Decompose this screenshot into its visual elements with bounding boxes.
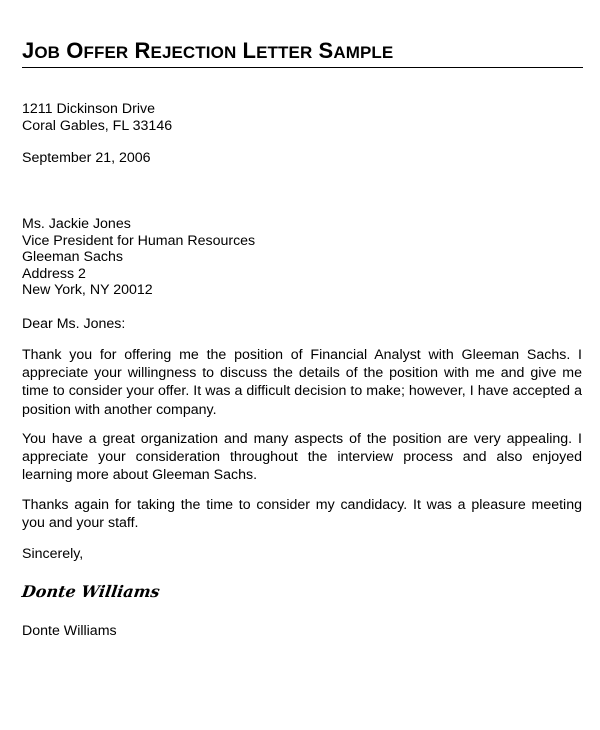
recipient-address-line: Address 2: [22, 265, 86, 282]
recipient-city: New York, NY 20012: [22, 282, 153, 299]
handwritten-signature: Donte Williams: [20, 582, 162, 601]
signer-name: Donte Williams: [22, 623, 117, 639]
recipient-address: [22, 216, 582, 299]
sender-address-line1: 1211 Dickinson Drive: [22, 101, 155, 117]
recipient-title: Vice President for Human Resources: [22, 232, 256, 249]
document-title: JOB OFFER REJECTION LETTER SAMPLE: [22, 38, 394, 63]
salutation: Dear Ms. Jones:: [22, 316, 126, 332]
body-paragraph-2: You have a great organization and many aspects of the position are very appealing. I appreciate your consideration throughout the interview process and also enjoyed learning more about Gleeman Sachs.: [22, 431, 582, 484]
title-divider: [22, 67, 583, 68]
body-paragraph-1: Thank you for offering me the position of Financial Analyst with Gleeman Sachs. I appreciate your willingness to discuss the details of the position with me and give me time to consider your offer. It was a difficult decision to make; however, I have accepted a position with another company.: [22, 347, 582, 418]
body-paragraph-3: Thanks again for taking the time to consider my candidacy. It was a pleasure meeting you and your staff.: [22, 497, 582, 532]
closing: Sincerely,: [22, 546, 84, 562]
recipient-company: Gleeman Sachs: [22, 249, 123, 266]
letter-date: September 21, 2006: [22, 150, 151, 166]
sender-address-line2: Coral Gables, FL 33146: [22, 117, 173, 134]
sender-address: [22, 101, 582, 134]
recipient-name: Ms. Jackie Jones: [22, 216, 131, 232]
